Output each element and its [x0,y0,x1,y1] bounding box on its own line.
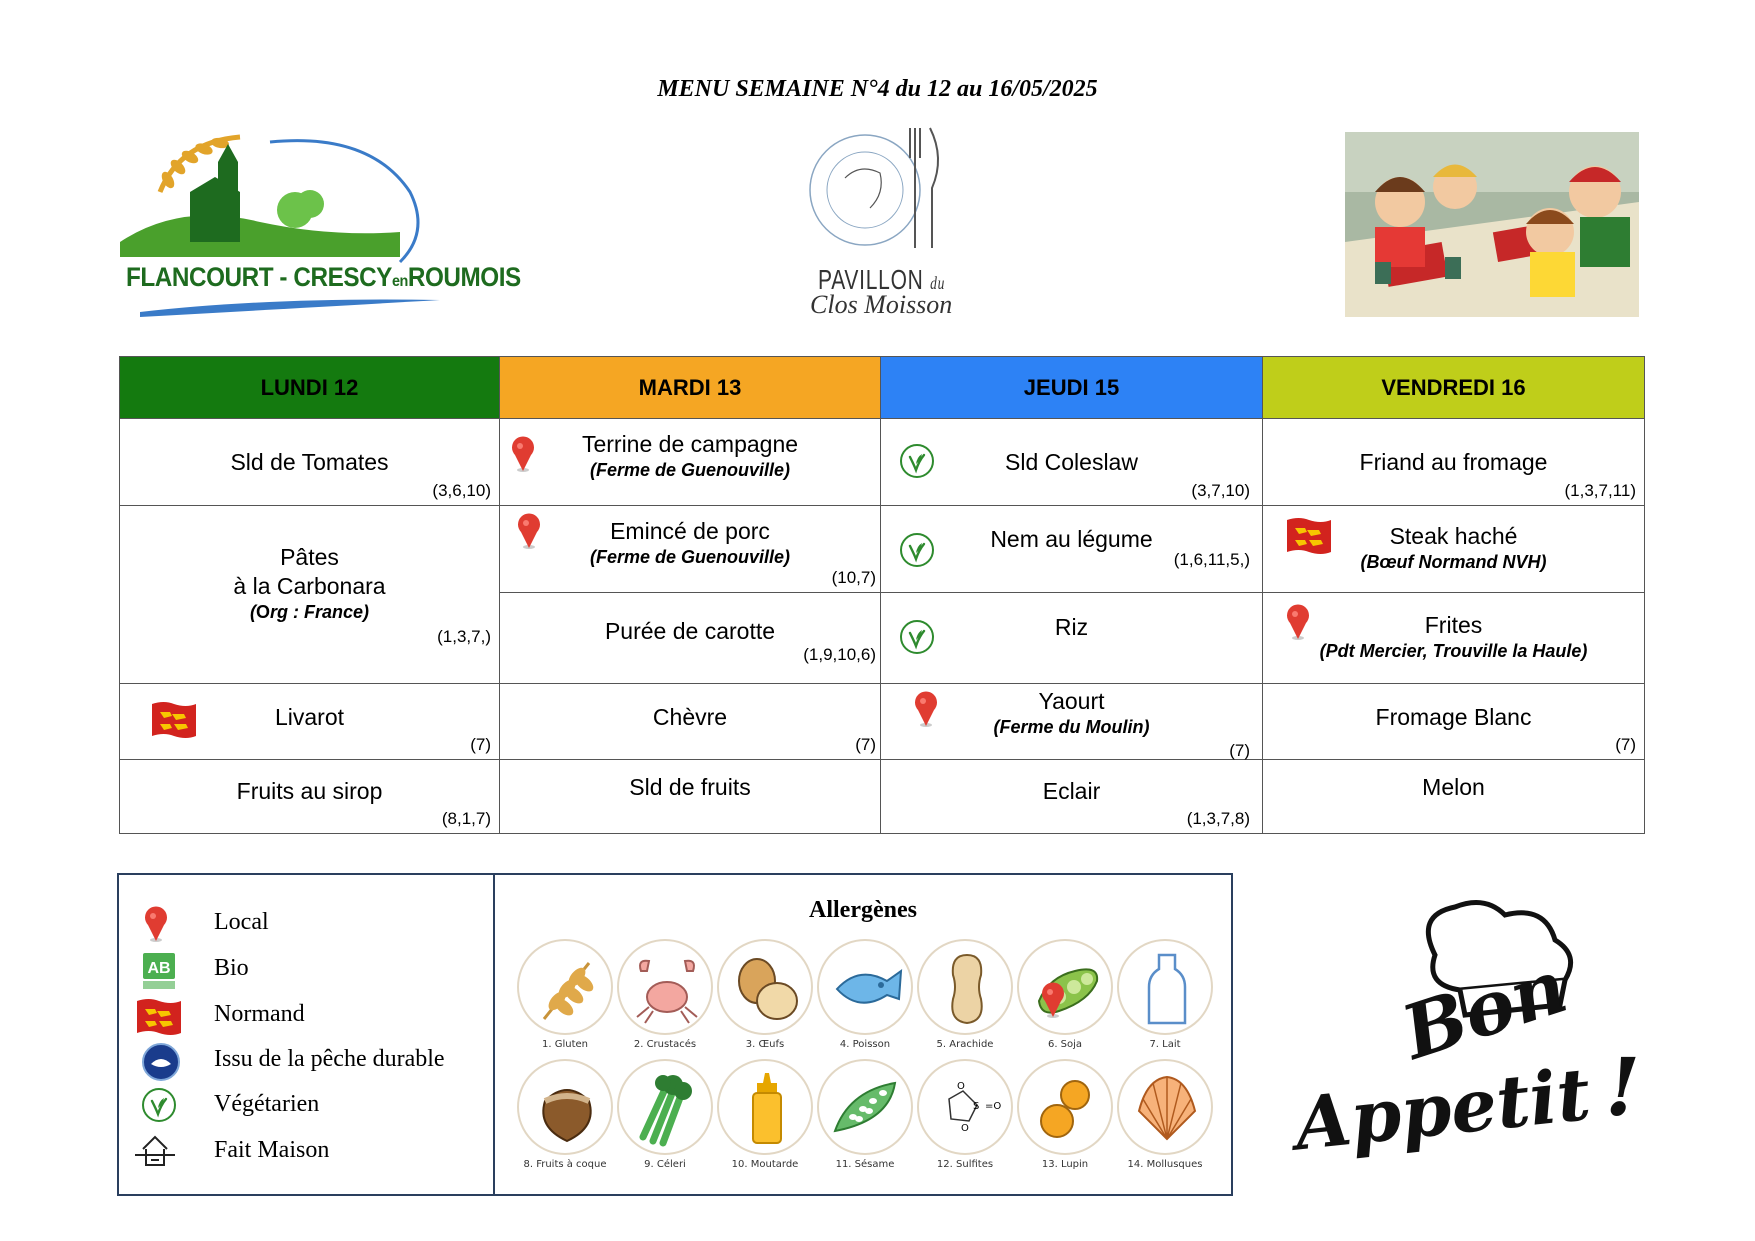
weekly-menu-table [119,356,1645,834]
dish-name: Livarot [274,703,345,730]
milk-bottle-icon [1117,939,1213,1035]
local-pin-icon [508,435,538,473]
normand-flag-icon [150,700,198,740]
vegetarian-icon [899,532,935,568]
legend-item-peche [119,1040,489,1080]
menu-cell-jeudi-accompagnement [881,593,1263,683]
canteen-illustration [1345,132,1639,317]
dish-name: Nem au légume [990,525,1153,552]
dish-name: Sld de fruits [629,773,751,800]
menu-cell-lundi-fromage [120,683,500,759]
sulfite-molecule-icon [917,1059,1013,1155]
vegetarian-icon [899,443,935,479]
appetit-text: Appetit [1290,1050,1595,1167]
day-header-lundi: LUNDI 12 [120,357,500,419]
crab-icon [617,939,713,1035]
bon-text: Bon [1392,943,1577,1077]
dish-name: Sld Coleslaw [1005,448,1138,475]
pavillon-name: PAVILLON du [818,264,946,295]
dish-name: Steak haché [1389,522,1518,549]
legend-item-normand [119,995,489,1035]
commune-logo [120,132,521,322]
legend-item-local [119,903,489,943]
allergen-fruits-a-coque: 8. Fruits à coque [515,1059,615,1170]
menu-cell-jeudi-entree [881,419,1263,506]
dish-origin: (Bœuf Normand NVH) [1360,551,1547,572]
allergen-legend [495,875,1231,1194]
exclamation-mark: ! [1605,1040,1641,1134]
dish-origin: (Ferme de Guenouville) [589,546,791,567]
dish-name: Fromage Blanc [1375,703,1532,730]
allergen-oeufs: 3. Œufs [715,939,815,1050]
dish-name: Eclair [1042,777,1101,804]
dish-origin: (Ferme de Guenouville) [589,459,791,480]
vegetarian-icon [899,619,935,655]
dish-origin: (Org : France) [249,602,370,623]
allergen-codes: (1,3,7,8) [1186,809,1250,828]
mustard-bottle-icon [717,1059,813,1155]
legend-label: Fait Maison [214,1137,330,1163]
allergen-codes: (1,9,10,6) [803,644,876,664]
day-header-vendredi: VENDREDI 16 [1263,357,1645,419]
pavillon-logo [800,118,970,323]
dish-name: Frites [1424,611,1483,638]
dish-name: Chèvre [652,703,728,730]
dish-name-line2: à la Carbonara [233,573,386,600]
menu-cell-mardi-accompagnement [500,593,881,683]
legend-panel [117,873,1233,1196]
allergen-codes: (1,3,7,11) [1564,481,1636,501]
svg-text:O: O [961,1123,969,1134]
day-header-jeudi: JEUDI 15 [881,357,1263,419]
commune-name: FLANCOURT - CRESCYenROUMOIS [126,262,521,292]
menu-cell-mardi-entree [500,419,881,506]
allergen-codes: (10,7) [831,568,876,588]
wheat-icon [517,939,613,1035]
menu-cell-lundi-dessert [120,759,500,833]
svg-text:=O: =O [985,1101,1002,1112]
sustainable-fishing-icon [141,1042,181,1082]
dish-name: Friand au fromage [1359,448,1548,475]
allergen-codes: (3,6,10) [432,481,491,501]
dish-name: Sld de Tomates [230,448,389,475]
local-pin-icon [141,905,171,943]
legend-label: Normand [214,1001,305,1027]
lupin-seeds-icon [1017,1059,1113,1155]
allergen-codes: (3,7,10) [1191,481,1250,501]
legend-item-vegetarien [119,1085,489,1125]
allergen-codes: (7) [470,734,491,754]
peanut-icon [917,939,1013,1035]
allergen-arachide: 5. Arachide [915,939,1015,1050]
legend-item-bio [119,949,489,989]
legend-item-fait-maison [119,1131,489,1171]
homemade-house-icon [133,1133,177,1169]
allergen-celeri: 9. Céleri [615,1059,715,1170]
dish-name: Riz [1054,613,1089,640]
shell-icon [1117,1059,1213,1155]
menu-cell-mardi-dessert [500,759,881,833]
local-pin-icon [1283,603,1313,641]
dish-origin: (Pdt Mercier, Trouville la Haule) [1319,640,1588,661]
allergen-codes: (7) [1615,734,1636,754]
menu-cell-vendredi-laitage [1263,683,1645,759]
dish-origin: (Ferme du Moulin) [993,716,1150,737]
legend-label: Issu de la pêche durable [214,1046,445,1072]
ab-bio-icon [141,951,177,991]
allergen-poisson: 4. Poisson [815,939,915,1050]
dish-name: Melon [1422,773,1485,800]
legend-label: Bio [214,955,249,981]
vegetarian-icon [141,1087,177,1123]
sesame-pod-icon [817,1059,913,1155]
svg-text:O: O [957,1081,965,1092]
menu-cell-jeudi-laitage [881,683,1263,759]
plate-cutlery-icon [800,118,970,258]
menu-cell-jeudi-dessert [881,759,1263,833]
allergen-crustaces: 2. Crustacés [615,939,715,1050]
eggs-icon [717,939,813,1035]
local-pin-icon [514,512,544,550]
dish-name: Terrine de campagne [581,430,799,457]
menu-cell-lundi-entree [120,419,500,506]
dish-name: Emincé de porc [610,517,770,544]
allergen-codes: (1,6,11,5,) [1173,550,1250,570]
celery-icon [617,1059,713,1155]
day-header-mardi: MARDI 13 [500,357,881,419]
page-title: MENU SEMAINE N°4 du 12 au 16/05/2025 [657,76,1098,102]
commune-landscape-graphic [120,132,500,322]
dish-name: Fruits au sirop [236,777,383,804]
legend-label: Végétarien [214,1091,320,1117]
local-pin-icon [911,690,941,728]
menu-cell-vendredi-entree [1263,419,1645,506]
bon-appetit-graphic [1285,895,1645,1175]
fish-icon [817,939,913,1035]
dish-name: Yaourt [1038,687,1105,714]
menu-cell-mardi-plat [500,506,881,593]
svg-text:AB: AB [147,960,171,977]
allergen-lait: 7. Lait [1115,939,1215,1050]
allergen-codes: (7) [855,734,876,754]
menu-cell-vendredi-accompagnement [1263,593,1645,683]
menu-cell-vendredi-plat [1263,506,1645,593]
allergen-sulfites: O S =O O 12. Sulfites [915,1059,1015,1170]
allergen-sesame: 11. Sésame [815,1059,915,1170]
icon-legend [119,875,495,1194]
allergen-lupin: 13. Lupin [1015,1059,1115,1170]
dish-name-line1: Pâtes [280,544,339,571]
menu-cell-mardi-fromage [500,683,881,759]
dish-name: Purée de carotte [604,617,776,644]
allergen-title: Allergènes [809,897,917,923]
allergen-mollusques: 14. Mollusques [1115,1059,1215,1170]
local-pin-icon [1038,981,1068,1019]
allergen-codes: (1,3,7,) [437,626,491,646]
menu-cell-vendredi-dessert [1263,759,1645,833]
hazelnut-icon [517,1059,613,1155]
svg-text:S: S [973,1101,980,1112]
allergen-gluten: 1. Gluten [515,939,615,1050]
normand-flag-icon [135,997,183,1037]
allergen-codes: (8,1,7) [441,809,491,828]
pavillon-subname: Clos Moisson [810,290,953,319]
allergen-moutarde: 10. Moutarde [715,1059,815,1170]
menu-cell-jeudi-plat [881,506,1263,593]
legend-label: Local [214,909,269,935]
menu-cell-lundi-plat [120,506,500,683]
allergen-soja: 6. Soja [1015,939,1115,1050]
allergen-codes: (7) [1229,740,1250,760]
normand-flag-icon [1285,516,1333,556]
